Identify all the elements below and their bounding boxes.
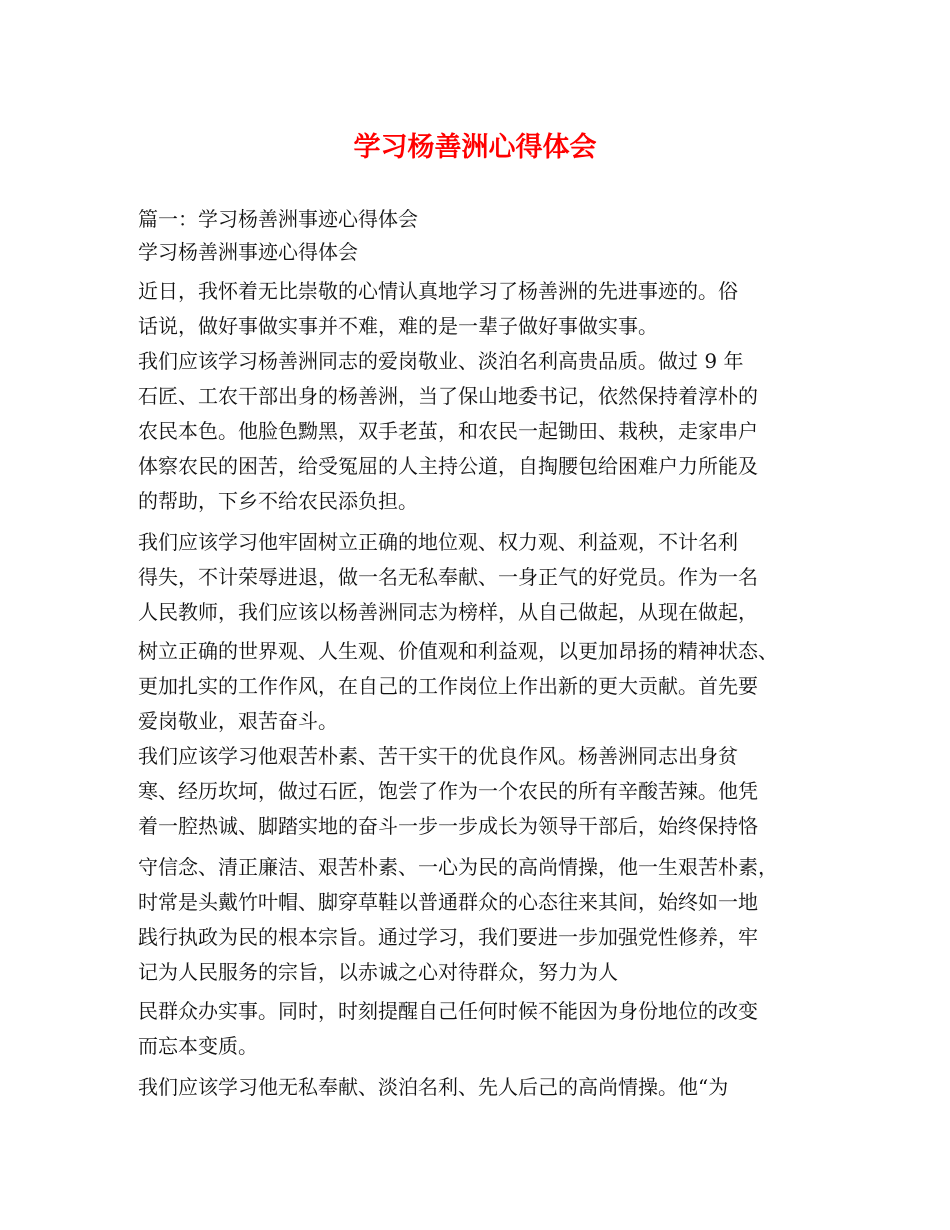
- body-line: 的帮助，下乡不给农民添负担。: [138, 489, 418, 513]
- body-line: 我们应该学习杨善洲同志的爱岗敬业、淡泊名利高贵品质。做过 9 年: [138, 349, 744, 373]
- body-line: 而忘本变质。: [138, 1034, 258, 1058]
- body-line: 石匠、工农干部出身的杨善洲，当了保山地委书记，依然保持着淳朴的: [138, 384, 758, 408]
- body-line: 得失，不计荣辱进退，做一名无私奉献、一身正气的好党员。作为一名: [138, 565, 758, 589]
- body-line: 时常是头戴竹叶帽、脚穿草鞋以普通群众的心态往来其间，始终如一地: [138, 890, 758, 914]
- body-line: 爱岗敬业，艰苦奋斗。: [138, 709, 338, 733]
- body-line: 体察农民的困苦，给受冤屈的人主持公道，自掏腰包给困难户力所能及: [138, 454, 758, 478]
- document-title: 学习杨善洲心得体会: [353, 132, 597, 163]
- body-line: 我们应该学习他艰苦朴素、苦干实干的优良作风。杨善洲同志出身贫: [138, 744, 738, 768]
- body-line: 树立正确的世界观、人生观、价值观和利益观，以更加昂扬的精神状态、: [138, 639, 778, 663]
- body-line: 记为人民服务的宗旨，以赤诚之心对待群众，努力为人: [138, 960, 618, 984]
- body-line: 话说，做好事做实事并不难，难的是一辈子做好事做实事。: [138, 314, 658, 338]
- body-line: 守信念、清正廉洁、艰苦朴素、一心为民的高尚情操，他一生艰苦朴素，: [138, 855, 778, 879]
- body-line: 寒、经历坎坷，做过石匠，饱尝了作为一个农民的所有辛酸苦辣。他凭: [138, 779, 758, 803]
- body-line: 近日，我怀着无比崇敬的心情认真地学习了杨善洲的先进事迹的。俗: [138, 279, 738, 303]
- body-line: 我们应该学习他无私奉献、淡泊名利、先人后己的高尚情操。他“为: [138, 1075, 729, 1099]
- body-line: 人民教师，我们应该以杨善洲同志为榜样，从自己做起，从现在做起，: [138, 600, 758, 624]
- body-line: 学习杨善洲事迹心得体会: [138, 240, 358, 264]
- body-line: 篇一：学习杨善洲事迹心得体会: [138, 207, 418, 231]
- body-line: 农民本色。他脸色黝黑，双手老茧，和农民一起锄田、栽秧，走家串户: [138, 419, 758, 443]
- body-line: 着一腔热诚、脚踏实地的奋斗一步一步成长为领导干部后，始终保持恪: [138, 814, 758, 838]
- body-line: 更加扎实的工作作风，在自己的工作岗位上作出新的更大贡献。首先要: [138, 674, 758, 698]
- body-line: 我们应该学习他牢固树立正确的地位观、权力观、利益观，不计名利: [138, 530, 738, 554]
- body-line: 民群众办实事。同时，时刻提醒自己任何时候不能因为身份地位的改变: [138, 999, 758, 1023]
- body-line: 践行执政为民的根本宗旨。通过学习，我们要进一步加强党性修养，牢: [138, 925, 758, 949]
